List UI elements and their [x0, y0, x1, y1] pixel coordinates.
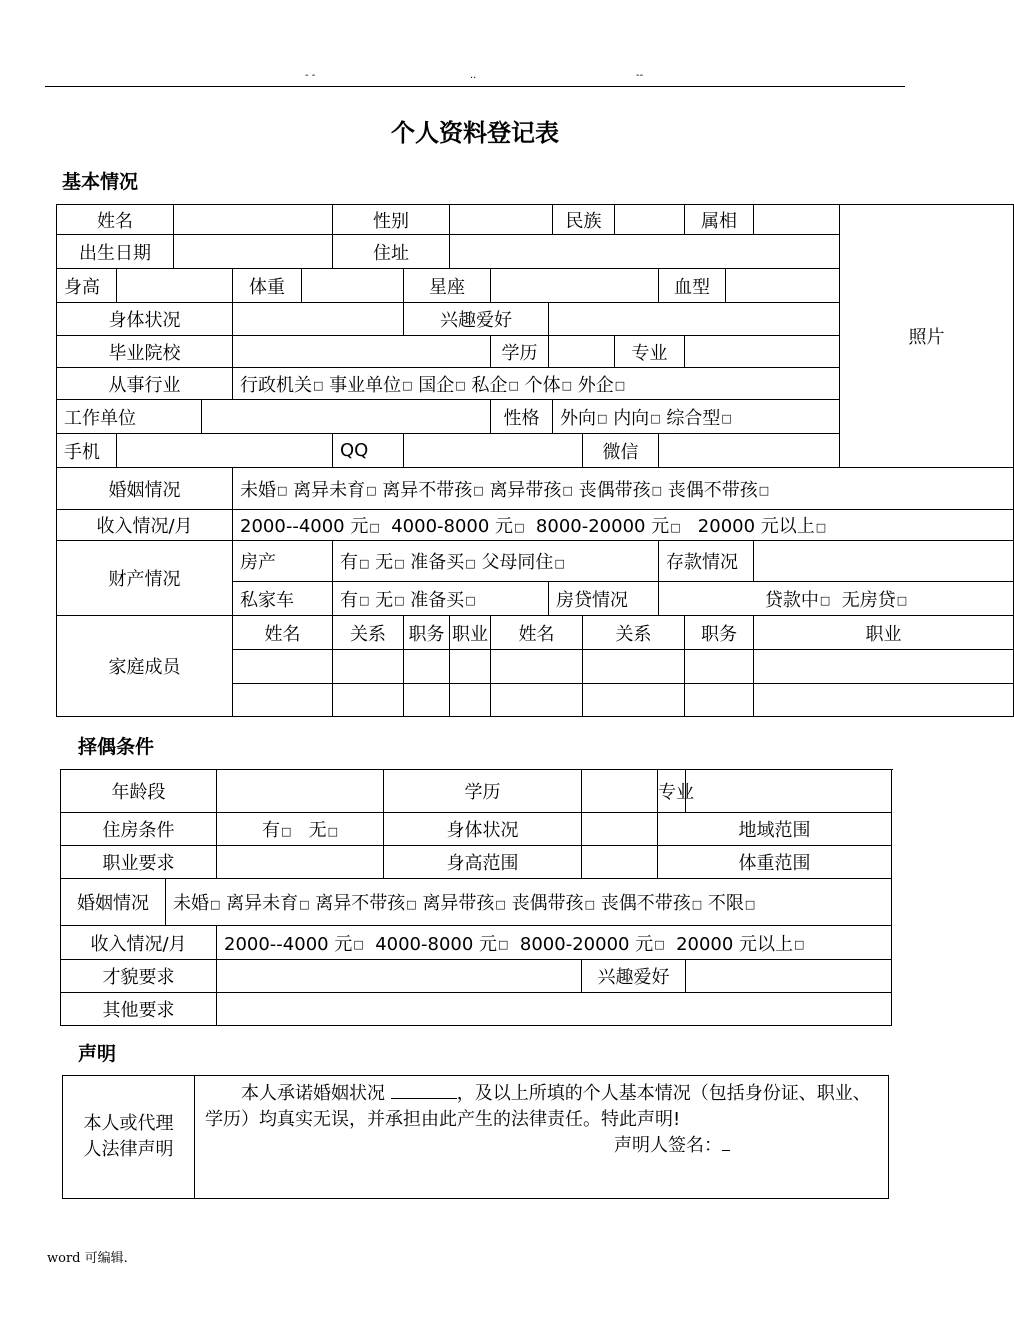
checkbox[interactable]: □	[654, 938, 665, 951]
label-qq: QQ	[333, 434, 404, 468]
label-ethnicity: 民族	[553, 205, 615, 235]
marital-options	[233, 468, 1014, 510]
spouse-income-options	[217, 926, 892, 960]
option-spouse-marital: 未婚	[173, 893, 209, 914]
education-field[interactable]	[549, 336, 615, 368]
constellation-field[interactable]	[491, 269, 659, 303]
hobbies-field[interactable]	[549, 303, 840, 336]
checkbox[interactable]: □	[299, 897, 310, 911]
label-industry: 从事行业	[57, 368, 233, 400]
option-marital: 丧偶带孩	[578, 479, 651, 501]
declaration-body	[195, 1076, 889, 1199]
label-other: 其他要求	[61, 993, 217, 1026]
label-age-range: 年龄段	[61, 770, 217, 813]
family-cell[interactable]	[233, 650, 333, 684]
header-rule	[45, 86, 905, 87]
option-house: 准备买	[410, 552, 465, 573]
signature-line	[205, 1133, 880, 1159]
label-hobbies: 兴趣爱好	[404, 303, 549, 336]
mobile-field[interactable]	[117, 434, 333, 468]
occupation-field[interactable]	[217, 846, 384, 879]
qq-field[interactable]	[404, 434, 583, 468]
header-mark: - -	[305, 70, 316, 81]
option-industry: 事业单位	[329, 374, 402, 396]
option-spouse-marital: 离异未育	[226, 893, 299, 914]
label-major: 专业	[615, 336, 685, 368]
family-cell[interactable]	[685, 650, 754, 684]
label-zodiac: 属相	[685, 205, 754, 235]
gender-field[interactable]	[450, 205, 553, 235]
label-marital: 婚姻情况	[57, 468, 233, 510]
family-cell[interactable]	[333, 650, 404, 684]
address-field[interactable]	[450, 235, 840, 269]
marital-status-blank[interactable]	[391, 1082, 457, 1099]
birthdate-field[interactable]	[174, 235, 333, 269]
checkbox[interactable]: □	[561, 379, 572, 392]
checkbox[interactable]: □	[353, 938, 364, 951]
declaration-label-line: 本人或代理	[83, 1113, 174, 1134]
option-housing: 无	[308, 820, 327, 841]
checkbox[interactable]: □	[359, 556, 370, 570]
school-field[interactable]	[233, 336, 491, 368]
label-weight-range: 体重范围	[658, 846, 892, 879]
health-field[interactable]	[233, 303, 404, 336]
declaration-label-line: 人法律声明	[83, 1139, 174, 1160]
signature-field[interactable]	[722, 1136, 730, 1151]
checkbox[interactable]: □	[369, 520, 380, 534]
option-industry: 行政机关	[240, 374, 313, 396]
signature-label: 声明人签名：	[614, 1135, 722, 1156]
option-industry: 外企	[577, 374, 614, 396]
declaration-table	[62, 1075, 889, 1199]
checkbox[interactable]: □	[896, 594, 908, 607]
section-basic-heading: 基本情况	[62, 171, 139, 193]
family-cell[interactable]	[754, 650, 1014, 684]
declaration-text	[205, 1081, 880, 1133]
label-blood-type: 血型	[659, 269, 726, 303]
label-health: 身体状况	[57, 303, 233, 336]
major-field[interactable]	[685, 336, 840, 368]
checkbox[interactable]: □	[584, 897, 595, 911]
checkbox[interactable]: □	[650, 412, 661, 425]
spouse-marital-options	[166, 879, 892, 926]
option-car: 无	[375, 589, 394, 611]
family-header: 职务	[685, 616, 754, 650]
checkbox[interactable]: □	[498, 938, 509, 951]
option-income: 8000-20000 元	[535, 516, 670, 537]
label-family: 家庭成员	[57, 616, 233, 717]
label-education: 学历	[491, 336, 549, 368]
option-spouse-marital: 离异带孩	[422, 893, 495, 914]
other-field[interactable]	[217, 993, 892, 1026]
checkbox[interactable]: □	[744, 897, 756, 911]
label-school: 毕业院校	[57, 336, 233, 368]
option-industry: 私企	[471, 374, 508, 396]
checkbox[interactable]: □	[758, 484, 770, 497]
label-housing: 住房条件	[61, 813, 217, 846]
option-marital: 未婚	[240, 479, 277, 501]
personality-options	[553, 400, 840, 434]
label-property: 财产情况	[57, 541, 233, 616]
checkbox[interactable]: □	[721, 412, 732, 425]
checkbox[interactable]: □	[327, 824, 338, 838]
checkbox[interactable]: □	[597, 412, 608, 425]
label-spouse-health: 身体状况	[384, 813, 582, 846]
spouse-hobbies-field[interactable]	[686, 960, 892, 993]
spouse-conditions-table	[60, 769, 892, 1026]
label-savings: 存款情况	[659, 541, 754, 582]
checkbox[interactable]: □	[554, 556, 565, 570]
option-personality: 内向	[613, 407, 650, 429]
label-height-range: 身高范围	[384, 846, 582, 879]
label-constellation: 星座	[404, 269, 491, 303]
option-industry: 个体	[524, 374, 561, 396]
option-personality: 综合型	[666, 407, 721, 429]
label-spouse-hobbies: 兴趣爱好	[582, 960, 686, 993]
checkbox[interactable]: □	[691, 897, 703, 911]
family-cell[interactable]	[333, 684, 404, 717]
employer-field[interactable]	[202, 400, 491, 434]
label-birthdate: 出生日期	[57, 235, 174, 269]
family-header: 关系	[583, 616, 685, 650]
label-weight: 体重	[233, 269, 302, 303]
income-options	[233, 510, 1014, 541]
housing-options	[217, 813, 384, 846]
family-header: 职业	[754, 616, 1014, 650]
looks-field[interactable]	[217, 960, 582, 993]
option-spouse-income: 20000 元以上	[676, 933, 794, 955]
family-cell[interactable]	[404, 684, 450, 717]
family-cell[interactable]	[583, 684, 685, 717]
height-field[interactable]	[117, 269, 233, 303]
checkbox[interactable]: □	[473, 484, 484, 497]
section-declaration-heading: 声明	[78, 1043, 117, 1065]
declaration-text-part: ，及以上所填的个人基本情况（包括身份证、职业、学历）均真实无误，并承担由此产生的法律责任。特此声明!	[205, 1083, 871, 1130]
page-title: 个人资料登记表	[391, 119, 559, 147]
checkbox[interactable]: □	[562, 484, 573, 497]
option-house: 无	[375, 552, 394, 573]
label-spouse-education: 学历	[384, 770, 582, 813]
label-employer: 工作单位	[57, 400, 202, 434]
option-mortgage: 无房贷	[841, 589, 896, 611]
height-range-field[interactable]	[582, 846, 658, 879]
option-spouse-income: 8000-20000 元	[519, 933, 654, 955]
blood-type-field[interactable]	[726, 269, 840, 303]
checkbox[interactable]: □	[815, 520, 827, 534]
family-cell[interactable]	[685, 684, 754, 717]
name-field[interactable]	[174, 205, 333, 235]
checkbox[interactable]: □	[402, 379, 413, 392]
family-cell[interactable]	[450, 650, 491, 684]
family-cell[interactable]	[491, 684, 583, 717]
family-header: 姓名	[491, 616, 583, 650]
label-spouse-major: 专业	[658, 770, 686, 813]
label-address: 住址	[333, 235, 450, 269]
label-spouse-income: 收入情况/月	[61, 926, 217, 960]
label-house: 房产	[233, 541, 333, 582]
option-income: 2000--4000 元	[240, 516, 369, 537]
checkbox[interactable]: □	[465, 556, 476, 570]
declaration-text-part: 本人承诺婚姻状况	[241, 1083, 385, 1104]
checkbox[interactable]: □	[514, 520, 525, 534]
option-personality: 外向	[560, 407, 597, 429]
photo-box[interactable]: 照片	[840, 205, 1014, 468]
checkbox[interactable]: □	[406, 897, 417, 911]
section-spouse-heading: 择偶条件	[78, 736, 155, 758]
checkbox[interactable]: □	[394, 594, 405, 607]
option-marital: 丧偶不带孩	[667, 479, 758, 501]
header-mark: --	[636, 70, 644, 81]
family-cell[interactable]	[404, 650, 450, 684]
option-spouse-marital: 丧偶带孩	[511, 893, 584, 914]
savings-field[interactable]	[754, 541, 1014, 582]
option-income: 20000 元以上	[697, 516, 815, 537]
family-cell[interactable]	[491, 650, 583, 684]
footer-note: word 可编辑.	[47, 1251, 128, 1266]
checkbox[interactable]: □	[281, 824, 292, 838]
checkbox[interactable]: □	[508, 379, 519, 392]
option-mortgage: 贷款中	[764, 589, 819, 611]
weight-field[interactable]	[302, 269, 404, 303]
option-house: 有	[340, 552, 359, 573]
option-spouse-marital: 丧偶不带孩	[600, 893, 691, 914]
checkbox[interactable]: □	[210, 897, 221, 911]
car-options	[333, 582, 549, 616]
option-spouse-income: 2000--4000 元	[224, 933, 353, 955]
spouse-major-field[interactable]	[686, 770, 892, 813]
label-car: 私家车	[233, 582, 333, 616]
age-range-field[interactable]	[217, 770, 384, 813]
basic-info-table	[56, 204, 1014, 717]
family-cell[interactable]	[233, 684, 333, 717]
option-marital: 离异带孩	[489, 479, 562, 501]
checkbox[interactable]: □	[819, 594, 831, 607]
checkbox[interactable]: □	[366, 484, 377, 497]
checkbox[interactable]: □	[359, 594, 370, 607]
declaration-label	[63, 1076, 195, 1199]
checkbox[interactable]: □	[670, 520, 681, 534]
label-mobile: 手机	[57, 434, 117, 468]
spouse-education-field[interactable]	[582, 770, 658, 813]
family-header: 职务	[404, 616, 450, 650]
checkbox[interactable]: □	[614, 379, 626, 392]
ethnicity-field[interactable]	[615, 205, 685, 235]
option-house: 父母同住	[481, 552, 554, 573]
spouse-health-field[interactable]	[582, 813, 658, 846]
family-header: 关系	[333, 616, 404, 650]
label-height: 身高	[57, 269, 117, 303]
checkbox[interactable]: □	[313, 379, 324, 392]
label-gender: 性别	[333, 205, 450, 235]
label-region: 地域范围	[658, 813, 892, 846]
label-mortgage: 房贷情况	[549, 582, 659, 616]
option-income: 4000-8000 元	[391, 516, 514, 537]
checkbox[interactable]: □	[394, 556, 405, 570]
family-cell[interactable]	[450, 684, 491, 717]
option-marital: 离异未育	[293, 479, 366, 501]
option-spouse-income: 4000-8000 元	[375, 933, 498, 955]
label-personality: 性格	[491, 400, 553, 434]
family-cell[interactable]	[754, 684, 1014, 717]
zodiac-field[interactable]	[754, 205, 840, 235]
option-car: 准备买	[410, 589, 465, 611]
checkbox[interactable]: □	[465, 594, 476, 607]
option-car: 有	[340, 589, 359, 611]
house-options	[333, 541, 659, 582]
label-name: 姓名	[57, 205, 174, 235]
label-looks: 才貌要求	[61, 960, 217, 993]
header-mark: ..	[470, 70, 477, 81]
checkbox[interactable]: □	[495, 897, 506, 911]
option-spouse-marital: 不限	[707, 893, 744, 914]
industry-options	[233, 368, 840, 400]
checkbox[interactable]: □	[277, 484, 288, 497]
label-wechat: 微信	[583, 434, 659, 468]
checkbox[interactable]: □	[794, 938, 805, 951]
checkbox[interactable]: □	[651, 484, 662, 497]
header-marks	[0, 70, 950, 82]
label-occupation: 职业要求	[61, 846, 217, 879]
family-cell[interactable]	[583, 650, 685, 684]
label-spouse-marital: 婚姻情况	[61, 879, 166, 926]
checkbox[interactable]: □	[455, 379, 466, 392]
family-header: 职业	[450, 616, 491, 650]
family-header: 姓名	[233, 616, 333, 650]
option-industry: 国企	[418, 374, 455, 396]
mortgage-options	[659, 582, 1014, 616]
option-housing: 有	[262, 820, 280, 841]
option-spouse-marital: 离异不带孩	[315, 893, 406, 914]
label-income: 收入情况/月	[57, 510, 233, 541]
option-marital: 离异不带孩	[382, 479, 473, 501]
wechat-field[interactable]	[659, 434, 840, 468]
